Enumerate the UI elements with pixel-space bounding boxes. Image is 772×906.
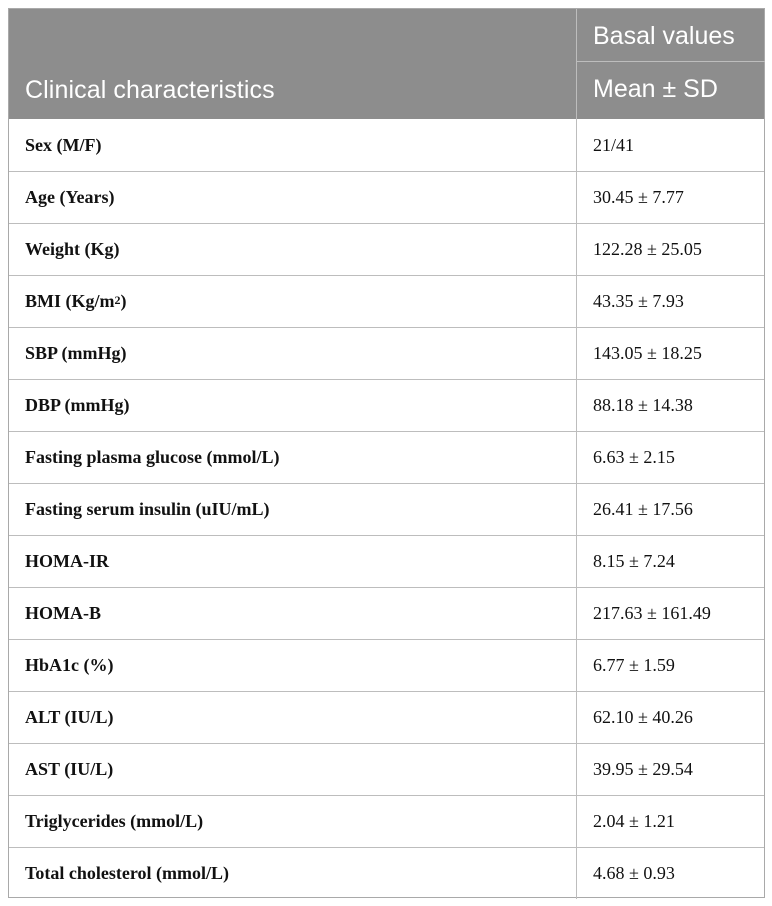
- row-label: Weight (Kg): [25, 239, 120, 259]
- table-row: [9, 327, 764, 379]
- header-group-cell: [577, 9, 765, 62]
- header-cell-values: [576, 9, 765, 119]
- row-label: BMI (Kg/m $^2$ ): [25, 291, 127, 311]
- row-label: Fasting plasma glucose (mmol/L): [25, 447, 280, 467]
- clinical-characteristics-table: [8, 8, 765, 898]
- row-value: 30.45 ± 7.77: [576, 172, 765, 223]
- table-row: [9, 223, 764, 275]
- row-value: 217.63 ± 161.49: [576, 588, 765, 639]
- header-basal-values-label: Basal values: [593, 22, 735, 50]
- header-characteristics-label: Clinical characteristics: [25, 76, 275, 104]
- table-row: [9, 171, 764, 223]
- table-row: [9, 847, 764, 899]
- header-cell-characteristics: [9, 9, 576, 119]
- table-row: [9, 379, 764, 431]
- row-label: DBP (mmHg): [25, 395, 130, 415]
- row-label-end: ): [120, 291, 127, 311]
- row-value: 143.05 ± 18.25: [576, 328, 765, 379]
- row-value: 6.77 ± 1.59: [576, 640, 765, 691]
- row-label: AST (IU/L): [25, 759, 114, 779]
- table-header: [9, 9, 764, 119]
- row-value: 8.15 ± 7.24: [576, 536, 765, 587]
- row-label: ALT (IU/L): [25, 707, 114, 727]
- table-row: [9, 795, 764, 847]
- table-row: [9, 275, 764, 327]
- row-label: SBP (mmHg): [25, 343, 127, 363]
- row-label: HOMA-IR: [25, 551, 109, 571]
- row-value: 21/41: [576, 119, 765, 171]
- table-body: [9, 119, 764, 899]
- table-row: [9, 119, 764, 171]
- table-row: [9, 535, 764, 587]
- row-label: HOMA-B: [25, 603, 101, 623]
- table-row: [9, 743, 764, 795]
- table-row: [9, 483, 764, 535]
- row-label: Fasting serum insulin (uIU/mL): [25, 499, 270, 519]
- row-label: Triglycerides (mmol/L): [25, 811, 204, 831]
- row-value: 4.68 ± 0.93: [576, 848, 765, 899]
- table-row: [9, 587, 764, 639]
- row-label: Sex (M/F): [25, 134, 102, 155]
- row-label: Age (Years): [25, 187, 115, 207]
- row-value: 26.41 ± 17.56: [576, 484, 765, 535]
- row-value: 62.10 ± 40.26: [576, 692, 765, 743]
- row-value: 43.35 ± 7.93: [576, 276, 765, 327]
- table-row: [9, 431, 764, 483]
- row-value: 39.95 ± 29.54: [576, 744, 765, 795]
- row-value: 6.63 ± 2.15: [576, 432, 765, 483]
- row-value: 122.28 ± 25.05: [576, 224, 765, 275]
- table-row: [9, 639, 764, 691]
- header-subcell: [577, 62, 765, 119]
- row-label: HbA1c (%): [25, 655, 114, 675]
- row-value: 88.18 ± 14.38: [576, 380, 765, 431]
- table-row: [9, 691, 764, 743]
- row-label: Total cholesterol (mmol/L): [25, 863, 229, 883]
- header-mean-sd-label: Mean ± SD: [593, 75, 718, 103]
- row-value: 2.04 ± 1.21: [576, 796, 765, 847]
- row-label-main: BMI (Kg/m: [25, 291, 115, 311]
